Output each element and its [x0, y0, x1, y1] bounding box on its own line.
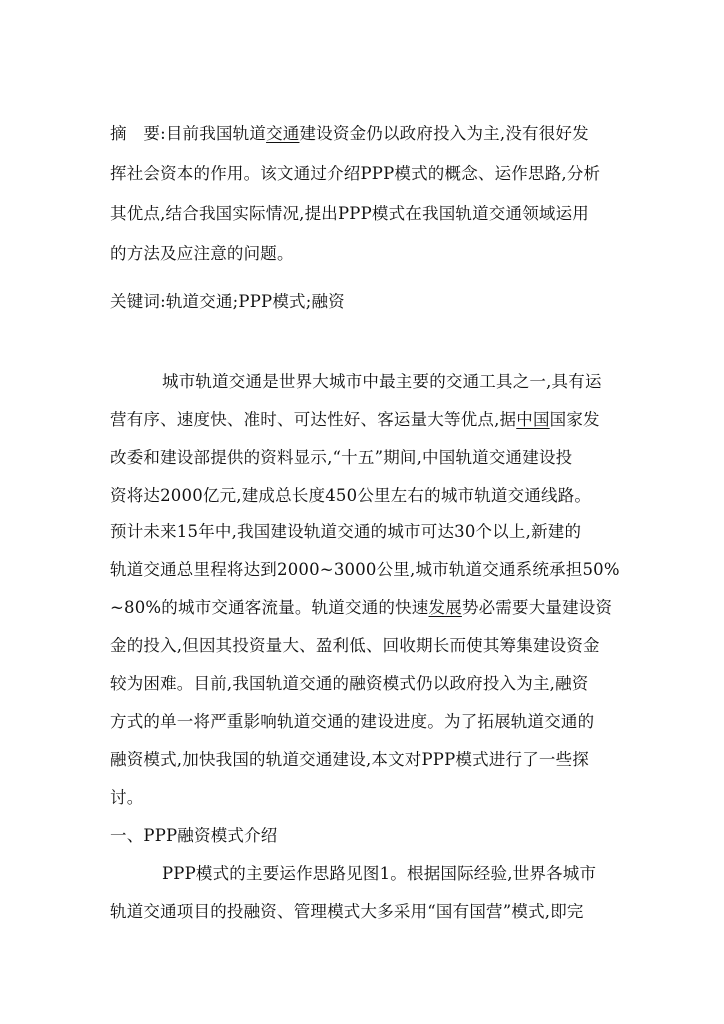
link-zhongguo[interactable]: 中国 [516, 410, 550, 429]
intro-line-11: 融资模式,加快我国的轨道交通建设,本文对PPP模式进行了一些探 [110, 750, 589, 769]
link-jiaotong[interactable]: 交通 [266, 124, 300, 143]
intro-line-2 [110, 410, 600, 430]
section1-line-1: PPP模式的主要运作思路见图1。根据国际经验,世界各城市 [162, 864, 597, 883]
abstract-line-2: 挥社会资本的作用。该文通过介绍PPP模式的概念、运作思路,分析 [110, 164, 601, 183]
intro-line-10: 方式的单一将严重影响轨道交通的建设进度。为了拓展轨道交通的 [110, 712, 595, 731]
section-heading: 一、PPP融资模式介绍 [110, 826, 278, 845]
abstract-line-4: 的方法及应注意的问题。 [110, 244, 294, 263]
keywords-line: 关键词:轨道交通;PPP模式;融资 [110, 292, 345, 311]
abstract-text: 摘 要:目前我国轨道 [110, 124, 267, 143]
intro-line-9: 较为困难。目前,我国轨道交通的融资模式仍以政府投入为主,融资 [110, 674, 589, 693]
intro-line-1: 城市轨道交通是世界大城市中最主要的交通工具之一,具有运 [162, 372, 602, 391]
intro-text: 势必需要大量建设资 [461, 598, 613, 617]
intro-text: ~80%的城市交通客流量。轨道交通的快速 [110, 598, 429, 617]
intro-text: 营有序、速度快、准时、可达性好、客运量大等优点,据 [110, 410, 517, 429]
abstract-line-1 [110, 124, 589, 144]
intro-line-3: 改委和建设部提供的资料显示,“十五”期间,中国轨道交通建设投 [110, 448, 573, 467]
section1-line-2: 轨道交通项目的投融资、管理模式大多采用“国有国营”模式,即完 [110, 902, 584, 921]
intro-line-7 [110, 598, 612, 618]
intro-line-12: 讨。 [110, 788, 144, 807]
intro-text: 国家发 [549, 410, 600, 429]
link-fazhan[interactable]: 发展 [428, 598, 462, 617]
abstract-text: 建设资金仍以政府投入为主,没有很好发 [299, 124, 589, 143]
intro-line-5: 预计未来15年中,我国建设轨道交通的城市可达30个以上,新建的 [110, 522, 582, 541]
intro-line-8: 金的投入,但因其投资量大、盈利低、回收期长而使其筹集建设资金 [110, 636, 600, 655]
intro-line-6: 轨道交通总里程将达到2000~3000公里,城市轨道交通系统承担50% [110, 560, 620, 579]
abstract-line-3: 其优点,结合我国实际情况,提出PPP模式在我国轨道交通领域运用 [110, 204, 589, 223]
intro-line-4: 资将达2000亿元,建成总长度450公里左右的城市轨道交通线路。 [110, 486, 592, 505]
